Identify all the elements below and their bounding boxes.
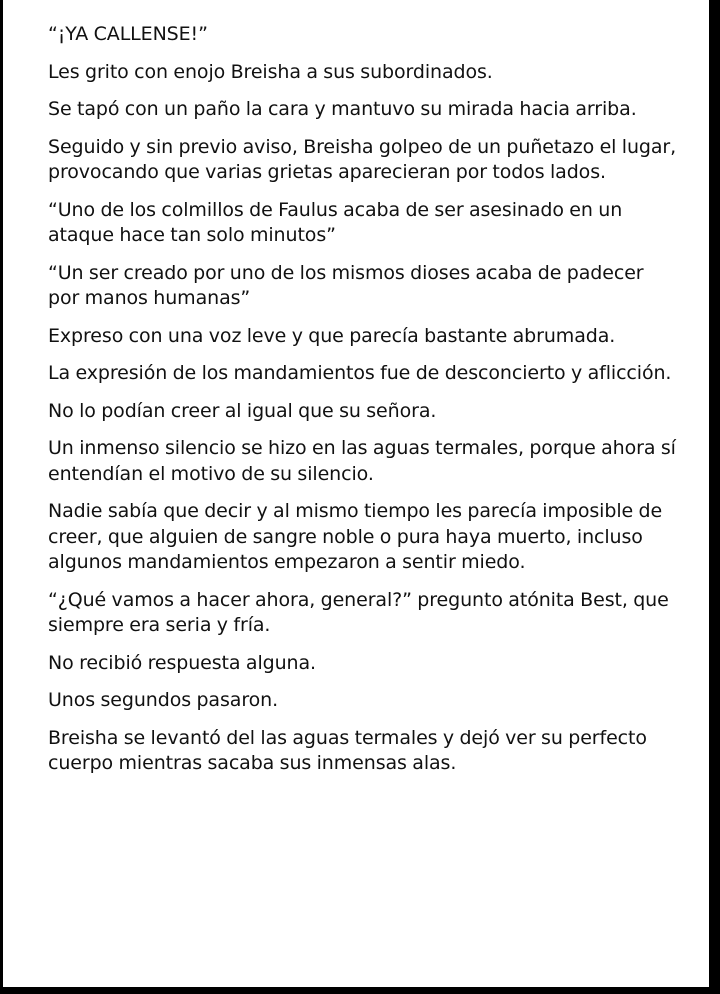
paragraph: Seguido y sin previo aviso, Breisha golpeo de un puñetazo el lugar, provocando que varias grietas aparecieran por todos lados.	[48, 135, 677, 183]
paragraph: “Un ser creado por uno de los mismos dioses acaba de padecer por manos humanas”	[48, 261, 644, 309]
document-page	[3, 0, 709, 987]
paragraph: Les grito con enojo Breisha a sus subordinados.	[48, 60, 493, 83]
paragraph: La expresión de los mandamientos fue de desconcierto y aflicción.	[48, 362, 672, 384]
paragraph: Unos segundos pasaron.	[48, 689, 279, 711]
paragraph: “¡YA CALLENSE!”	[48, 23, 208, 45]
paragraph: Un inmenso silencio se hizo en las aguas termales, porque ahora sí entendían el motivo de su silencio.	[48, 437, 676, 485]
paragraph: Se tapó con un paño la cara y mantuvo su mirada hacia arriba.	[48, 98, 637, 120]
paragraph: Nadie sabía que decir y al mismo tiempo les parecía imposible de creer, que alguien de sangre noble o pura haya muerto, incluso algunos mandamientos empezaron a sentir miedo.	[48, 500, 663, 573]
paragraph: No recibió respuesta alguna.	[48, 651, 316, 674]
paragraph: Breisha se levantó del las aguas termales y dejó ver su perfecto cuerpo mientras sacaba sus inmensas alas.	[48, 726, 647, 774]
paragraph: Expreso con una voz leve y que parecía bastante abrumada.	[48, 324, 616, 347]
paragraph: No lo podían creer al igual que su señora.	[48, 399, 437, 422]
paragraph: “Uno de los colmillos de Faulus acaba de ser asesinado en un ataque hace tan solo minutos”	[48, 198, 623, 246]
paragraph: “¿Qué vamos a hacer ahora, general?” pregunto atónita Best, que siempre era seria y fría.	[48, 588, 669, 636]
